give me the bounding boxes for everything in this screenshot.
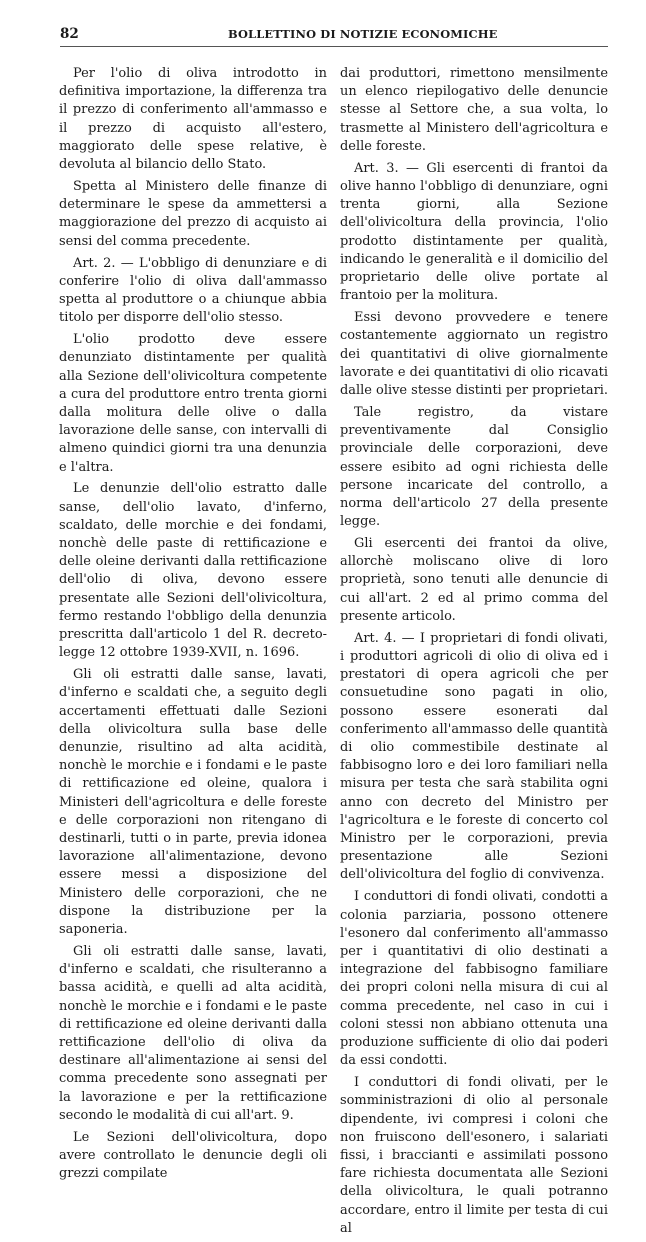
paragraph: Gli oli estratti dalle sanse, lavati, d'inferno e scaldati, che risulteranno a bassa acidità, e quelli ad alta acidità, nonchè le morchie e i fondami e le paste di rettificazione ed oleine derivanti dalla rettificazione dell'olio di oliva da destinare all'alimentazione ai sensi del comma precedente sono assegnati per la lavorazione e per la rettificazione secondo le modalità di cui all'art. 9. bbox=[59, 944, 327, 1123]
paragraph: L'olio prodotto deve essere denunziato distintamente per qualità alla Sezione dell'olivicoltura competente a cura del produttore entro trenta giorni dalla molitura delle olive o dalla lavorazione delle sanse, con intervalli di almeno quindici giorni tra una denunzia e l'altra. bbox=[59, 332, 327, 475]
paragraph: Essi devono provvedere e tenere costantemente aggiornato un registro dei quantitativi di olive giornalmente lavorate e dei quantitativi di olio ricavati dalle olive stesse distinti per proprietari. bbox=[340, 310, 608, 398]
paragraph: Art. 2. — L'obbligo di denunziare e di conferire l'olio di oliva dall'ammasso spetta al produttore o a chiunque abbia titolo per disporre dell'olio stesso. bbox=[59, 255, 327, 326]
paragraph: Art. 3. — Gli esercenti di frantoi da olive hanno l'obbligo di denunziare, ogni trenta giorni, alla Sezione dell'olivicoltura della provincia, l'olio prodotto distintamente per qualità, indicando le generalità e il domicilio del proprietario delle olive portate al frantoio per la molitura. bbox=[340, 160, 608, 304]
running-title: BOLLETTINO DI NOTIZIE ECONOMICHE bbox=[228, 27, 498, 41]
paragraph: Le Sezioni dell'olivicoltura, dopo avere controllato le denuncie degli oli grezzi compilate bbox=[59, 1129, 327, 1182]
paragraph: Gli esercenti dei frantoi da olive, allorchè moliscano olive di loro proprietà, sono tenuti alle denuncie di cui all'art. 2 ed al primo comma del presente articolo. bbox=[340, 536, 608, 624]
paragraph: I conduttori di fondi olivati, per le somministrazioni di olio al personale dipendente, ivi compresi i coloni che non fruiscono dell'esonero, i salariati fissi, i braccianti e assimilati possono fare richiesta documentata alle Sezioni della olivicoltura, le quali potranno accordare, entro il limite per testa di cui al bbox=[340, 1075, 608, 1236]
paragraph: Per l'olio di oliva introdotto in definitiva importazione, la differenza tra il prezzo di conferimento all'ammasso e il prezzo di acquisto all'estero, maggiorato delle spese relative, è devoluta al bilancio dello Stato. bbox=[59, 66, 327, 173]
left-column bbox=[59, 65, 327, 1187]
paragraph: Gli oli estratti dalle sanse, lavati, d'inferno e scaldati che, a seguito degli accertamenti effettuati dalle Sezioni della olivicoltura sulla base delle denunzie, risultino ad alta acidità, nonchè le morchie e i fondami e le paste di rettificazione ed oleine, qualora i Ministeri dell'agricoltura e delle foreste e delle corporazioni non ritengano di destinarli, tutti o in parte, previa idonea lavorazione all'alimentazione, devono essere messi a disposizione del Ministero delle corporazioni, che ne dispone la distribuzione per la saponeria. bbox=[59, 667, 327, 938]
right-column bbox=[340, 65, 608, 1242]
paragraph: Tale registro, da vistare preventivamente dal Consiglio provinciale delle corporazioni, deve essere esibito ad ogni richiesta delle persone incaricate del controllo, a norma dell'articolo 27 della presente legge. bbox=[340, 404, 608, 530]
paragraph: Spetta al Ministero delle finanze di determinare le spese da ammettersi a maggiorazione del prezzo di acquisto ai sensi del comma precedente. bbox=[59, 178, 327, 249]
page-number: 82 bbox=[60, 26, 79, 42]
page-header bbox=[60, 26, 608, 47]
paragraph: Art. 4. — I proprietari di fondi olivati, i produttori agricoli di olio di oliva ed i prestatori di opera agricoli che per consuetudine sono pagati in olio, possono essere esonerati dal conferimento all'ammasso delle quantità di olio commestibile destinate al fabbisogno loro e dei loro familiari nella misura per testa che sarà stabilita ogni anno con decreto del Ministro per l'agricoltura e le foreste di concerto col Ministro per le corporazioni, previa presentazione alle Sezioni dell'olivicoltura del foglio di convivenza. bbox=[340, 630, 608, 883]
paragraph-continued: dai produttori, rimettono mensilmente un elenco riepilogativo delle denuncie stesse al Settore che, a sua volta, lo trasmette al Ministero dell'agricoltura e delle foreste. bbox=[340, 66, 608, 154]
paragraph: I conduttori di fondi olivati, condotti a colonia parziaria, possono ottenere l'esonero dal conferimento all'ammasso per i quantitativi di olio destinati a integrazione del fabbisogno familiare dei propri coloni nella misura di cui al comma precedente, nel caso in cui i coloni stessi non abbiano ottenuta una produzione sufficiente di olio dai poderi da essi condotti. bbox=[340, 889, 608, 1069]
paragraph: Le denunzie dell'olio estratto dalle sanse, dell'olio lavato, d'inferno, scaldato, delle morchie e dei fondami, nonchè delle paste di rettificazione e delle oleine derivanti dalla rettificazione dell'olio di oliva, devono essere presentate alle Sezioni dell'olivicoltura, fermo restando l'obbligo della denunzia prescritta dall'articolo 1 del R. decreto-legge 12 ottobre 1939-XVII, n. 1696. bbox=[59, 481, 327, 661]
